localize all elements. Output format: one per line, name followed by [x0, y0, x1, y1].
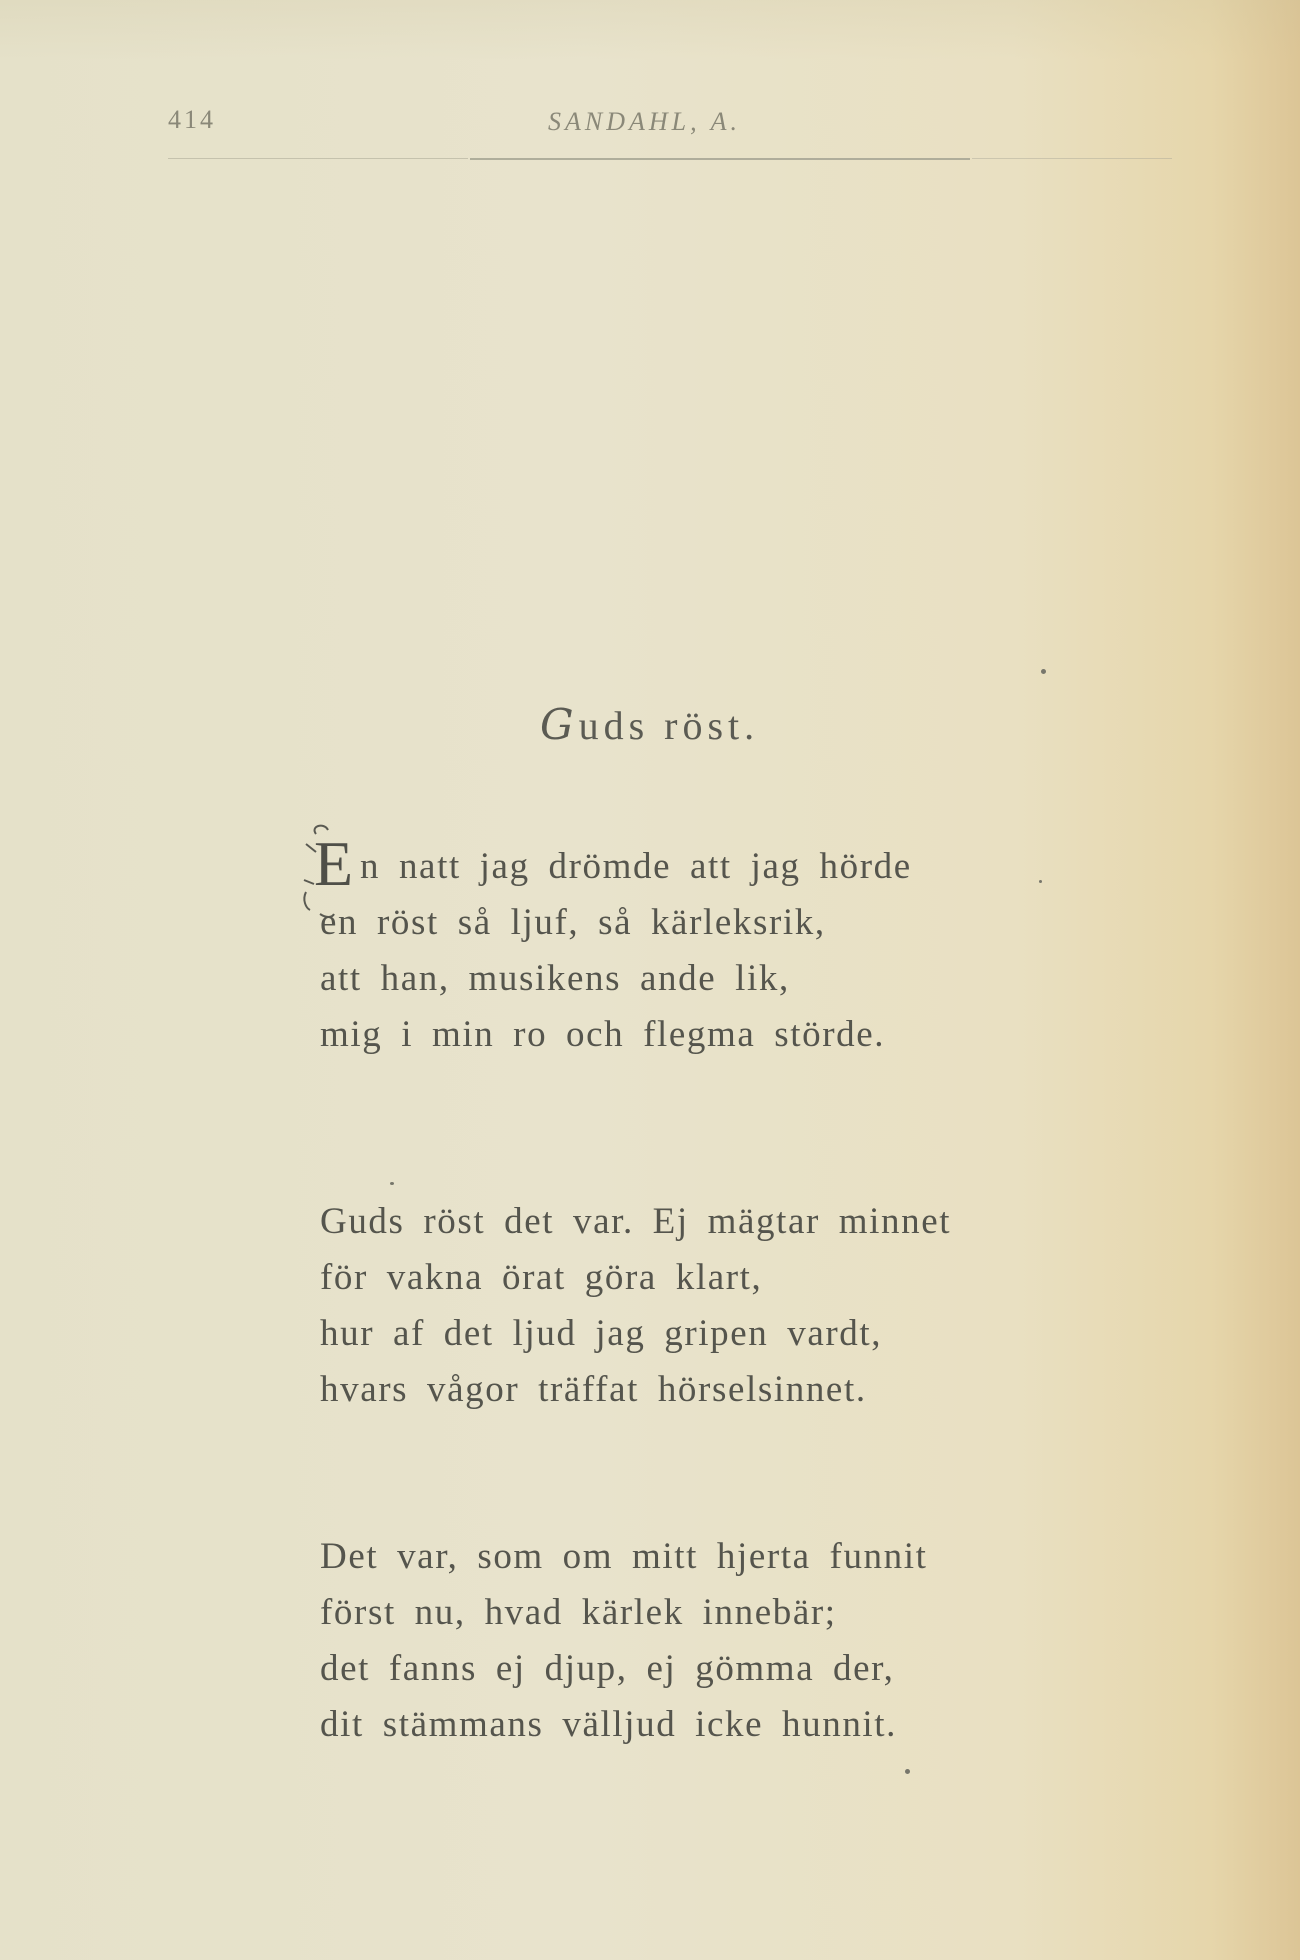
ink-speck — [1039, 880, 1042, 883]
poem-line: dit stämmans välljud icke hunnit. — [320, 1704, 898, 1745]
ink-speck — [1041, 669, 1046, 674]
poem-line: hvars vågor träffat hörselsinnet. — [320, 1369, 867, 1410]
poem-title — [540, 700, 900, 749]
title-ornamental-initial: G — [540, 700, 579, 749]
header-rule-left — [168, 158, 468, 159]
poem-line: att han, musikens ande lik, — [320, 958, 790, 999]
poem-line: n natt jag drömde att jag hörde — [360, 846, 912, 887]
running-title: SANDAHL, A. — [548, 107, 742, 136]
poem-line: hur af det ljud jag gripen vardt, — [320, 1313, 883, 1354]
poem-line: mig i min ro och flegma störde. — [320, 1014, 886, 1055]
stanza-3 — [320, 1535, 1120, 1759]
ink-speck — [905, 1769, 910, 1774]
drop-cap-letter: E — [314, 828, 354, 899]
header-rule-center — [470, 158, 970, 160]
stanza-2 — [320, 1200, 1120, 1424]
poem-line: först nu, hvad kärlek innebär; — [320, 1592, 837, 1633]
page-shading — [0, 0, 1300, 60]
running-head — [168, 105, 1168, 145]
ink-speck — [390, 1182, 394, 1185]
poem-line: det fanns ej djup, ej gömma der, — [320, 1648, 895, 1689]
header-rule-right — [972, 158, 1172, 159]
poem-line: för vakna örat göra klart, — [320, 1257, 763, 1298]
poem-line: Guds röst det var. Ej mägtar minnet — [320, 1201, 952, 1242]
poem-line: Det var, som om mitt hjerta funnit — [320, 1536, 928, 1577]
page-number: 414 — [168, 105, 216, 134]
title-text: uds röst. — [578, 703, 760, 748]
stanza-1 — [320, 845, 1120, 1069]
poem-line: en röst så ljuf, så kärleksrik, — [320, 902, 826, 943]
